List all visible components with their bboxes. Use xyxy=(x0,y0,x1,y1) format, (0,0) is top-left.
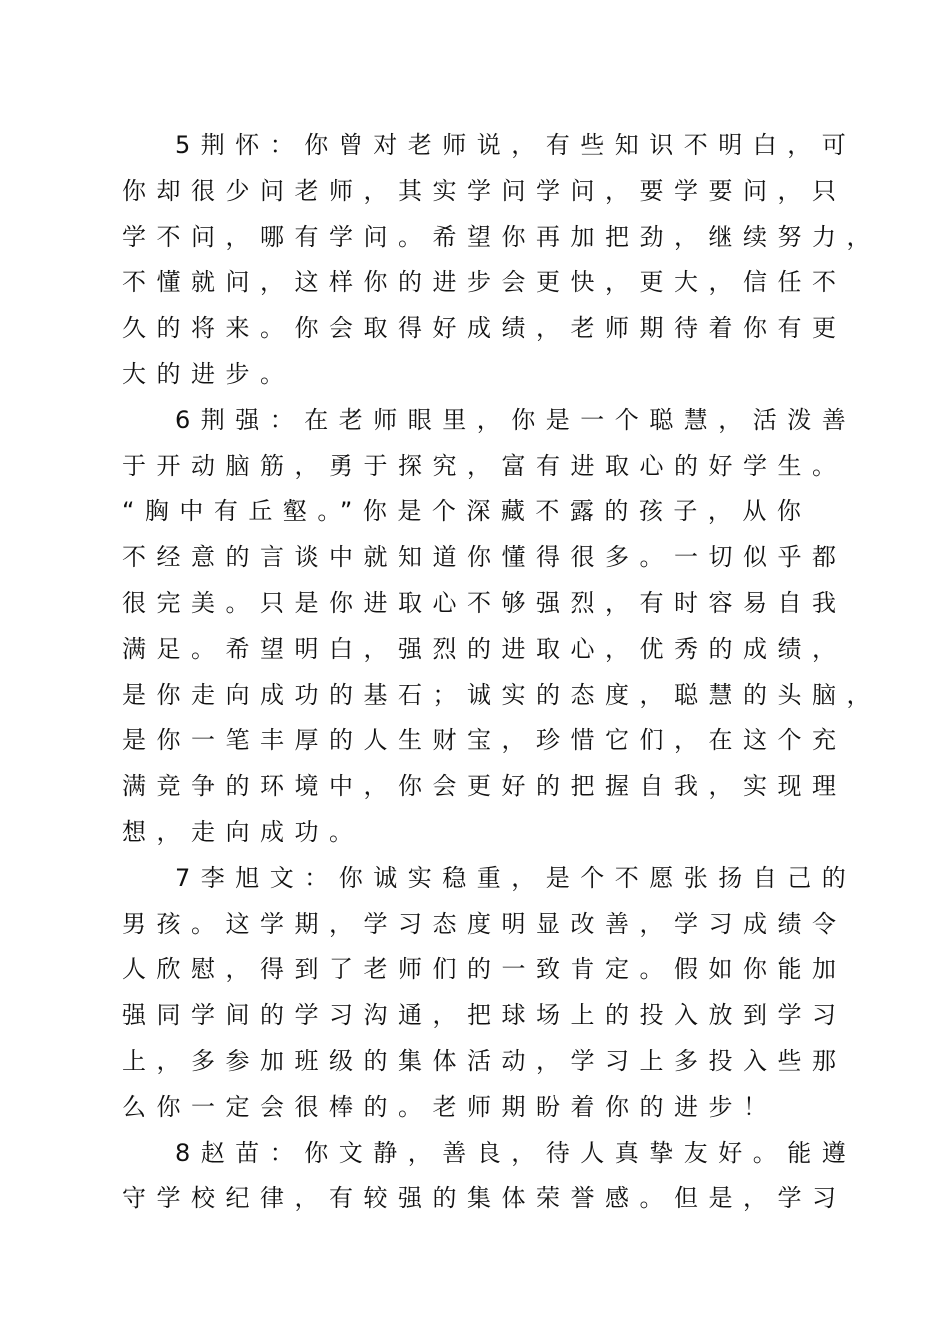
text-line: 满足。希望明白，强烈的进取心，优秀的成绩， xyxy=(122,634,847,663)
comment-text-body xyxy=(122,123,882,1222)
text-line: 你却很少问老师，其实学问学问，要学要问，只 xyxy=(122,176,847,205)
text-line: 很完美。只是你进取心不够强烈，有时容易自我 xyxy=(122,588,847,617)
text-line: 强同学间的学习沟通，把球场上的投入放到学习 xyxy=(122,1001,847,1030)
text-line: 于开动脑筋，勇于探究，富有进取心的好学生。 xyxy=(122,451,847,480)
text-line: 守学校纪律，有较强的集体荣誉感。但是，学习 xyxy=(122,1184,847,1213)
text-line: 么你一定会很棒的。老师期盼着你的进步！ xyxy=(122,1092,778,1121)
text-line: 想，走向成功。 xyxy=(122,817,364,846)
text-line: 不经意的言谈中就知道你懂得很多。一切似乎都 xyxy=(122,543,847,572)
paragraph-start-line: 8赵苗：你文静，善良，待人真挚友好。能遵 xyxy=(175,1138,857,1167)
text-line: “胸中有丘壑。”你是个深藏不露的孩子，从你 xyxy=(122,497,812,526)
text-line: 是你一笔丰厚的人生财宝，珍惜它们，在这个充 xyxy=(122,726,847,755)
text-line: 是你走向成功的基石；诚实的态度，聪慧的头脑， xyxy=(122,680,881,709)
text-line: 男孩。这学期，学习态度明显改善，学习成绩令 xyxy=(122,909,847,938)
text-line: 久的将来。你会取得好成绩，老师期待着你有更 xyxy=(122,314,847,343)
text-line: 学不问，哪有学问。希望你再加把劲，继续努力， xyxy=(122,222,881,251)
text-line: 上，多参加班级的集体活动，学习上多投入些那 xyxy=(122,1046,847,1075)
text-line: 人欣慰，得到了老师们的一致肯定。假如你能加 xyxy=(122,955,847,984)
text-line: 满竞争的环境中，你会更好的把握自我，实现理 xyxy=(122,772,847,801)
paragraph-start-line: 5荆怀：你曾对老师说，有些知识不明白，可 xyxy=(175,131,857,159)
paragraph-start-line: 7李旭文：你诚实稳重，是个不愿张扬自己的 xyxy=(175,863,857,892)
text-line: 大的进步。 xyxy=(122,359,295,388)
paragraph-start-line: 6荆强：在老师眼里，你是一个聪慧，活泼善 xyxy=(175,405,857,434)
text-line: 不懂就问，这样你的进步会更快，更大，信任不 xyxy=(122,268,847,297)
